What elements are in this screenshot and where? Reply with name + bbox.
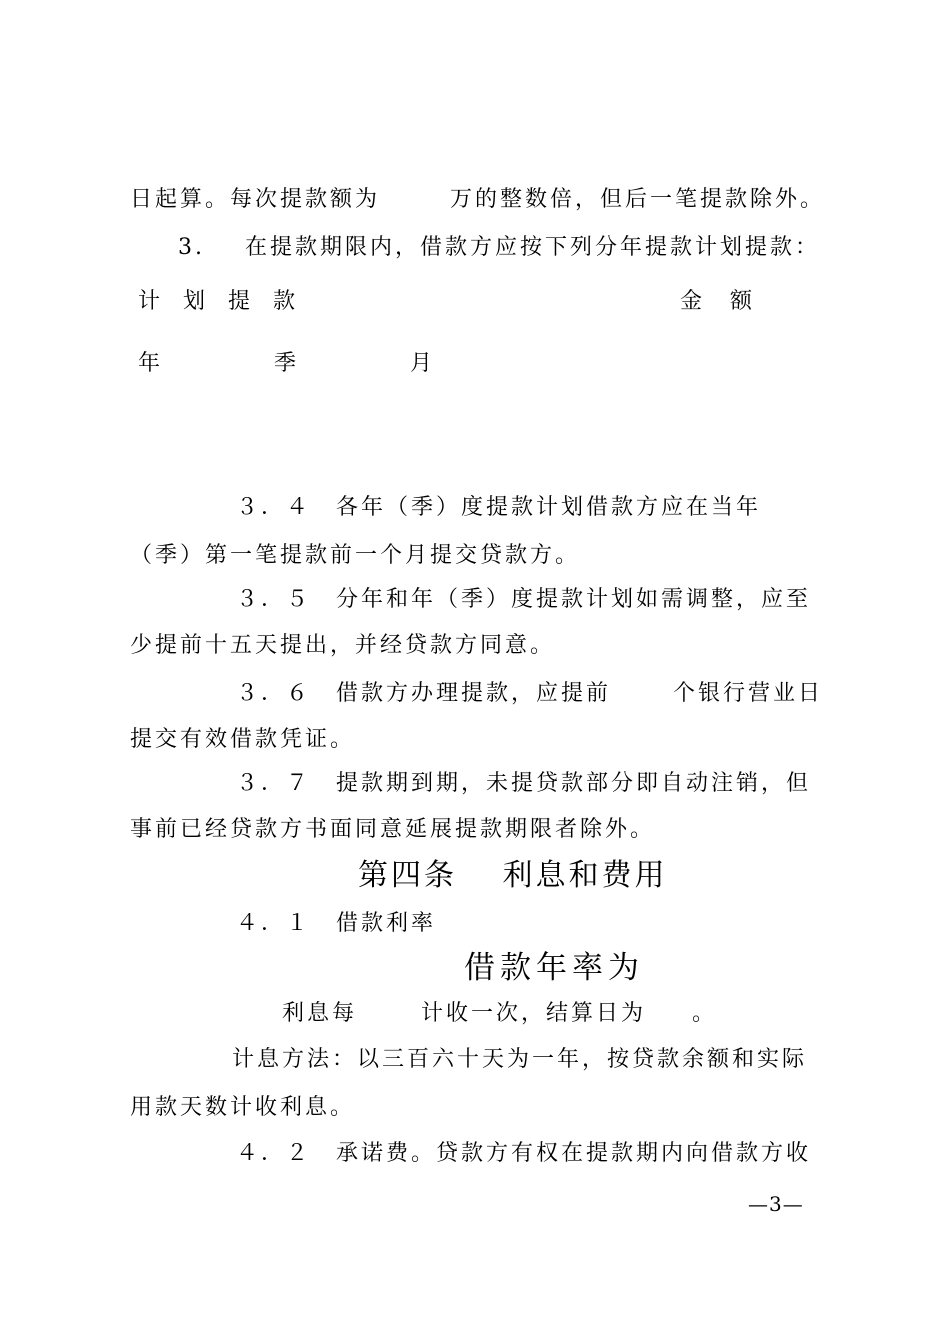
line-top-part-b: 万的整数倍，但后一笔提款除外。 (450, 187, 826, 212)
table-col-season: 季 (274, 351, 300, 376)
table-header-amount: 金 额 (680, 289, 756, 314)
item-3-5-line-2: 少提前十五天提出，并经贷款方同意。 (130, 633, 556, 658)
method-line-2: 用款天数计收利息。 (130, 1095, 356, 1120)
item-4-1: ４．１ 借款利率 (236, 911, 437, 936)
line-top-part-a: 日起算。每次提款额为 (130, 187, 381, 212)
table-col-month: 月 (410, 351, 436, 376)
item-3-number: 3. (178, 235, 205, 260)
item-4-2: ４．２ 承诺费。贷款方有权在提款期内向借款方收 (236, 1141, 812, 1166)
interest-line (282, 996, 717, 1027)
method-line-1: 计息方法：以三百六十天为一年，按贷款余额和实际 (232, 1047, 808, 1072)
item-3 (178, 230, 820, 261)
article-4-title: 第四条 利息和费用 (358, 858, 668, 893)
item-3-text: 在提款期限内，借款方应按下列分年提款计划提款： (245, 235, 821, 260)
item-3-4-line-1: ３．４ 各年（季）度提款计划借款方应在当年 (236, 495, 762, 520)
page-number: —3— (748, 1192, 804, 1216)
item-3-5-line-1: ３．５ 分年和年（季）度提款计划如需调整，应至 (236, 587, 812, 612)
item-3-6-part-b: 个银行营业日 (673, 681, 824, 706)
table-header-plan: 计 划 提 款 (138, 289, 303, 314)
item-3-6-line-1 (236, 676, 823, 707)
item-3-4-line-2: （季）第一笔提款前一个月提交贷款方。 (130, 543, 581, 568)
table-col-year: 年 (138, 351, 164, 376)
interest-part-c: 。 (692, 1001, 718, 1026)
interest-part-b: 计收一次，结算日为 (421, 1001, 647, 1026)
rate-heading: 借款年率为 (464, 950, 644, 986)
line-top (130, 182, 825, 213)
interest-part-a: 利息每 (282, 1001, 358, 1026)
item-3-7-line-1: ３．７ 提款期到期，未提贷款部分即自动注销，但 (236, 771, 812, 796)
item-3-6-part-a: ３．６ 借款方办理提款，应提前 (236, 681, 612, 706)
item-3-6-line-2: 提交有效借款凭证。 (130, 727, 356, 752)
item-3-7-line-2: 事前已经贷款方书面同意延展提款期限者除外。 (130, 817, 656, 842)
